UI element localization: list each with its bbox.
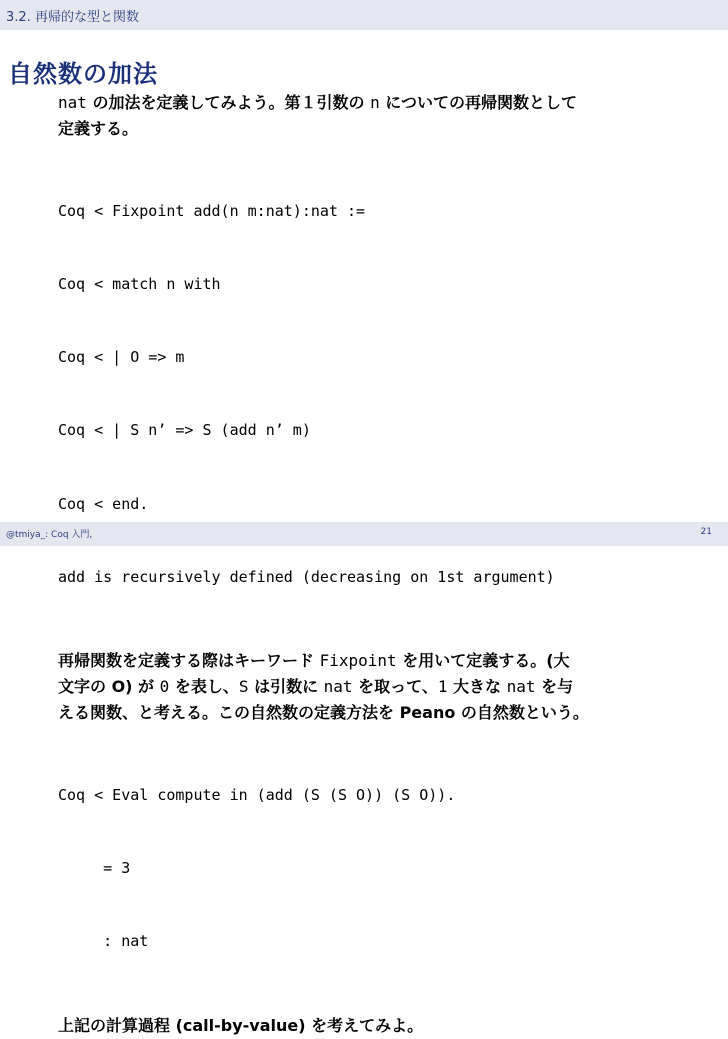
text: 定義する。 [58, 119, 139, 138]
inline-code: nat [323, 677, 353, 697]
code-block-fixpoint [58, 150, 698, 638]
code-line: Coq < end. [58, 494, 149, 513]
inline-code: S [238, 677, 249, 697]
code-line: = 3 [58, 859, 131, 878]
footer-bar [0, 522, 728, 546]
slide-content [58, 90, 698, 1039]
text: を与 [535, 677, 574, 697]
text: は引数に [248, 677, 324, 697]
intro-paragraph [58, 90, 698, 142]
text: を取って、 [352, 677, 438, 697]
header-bar [0, 0, 728, 30]
section-title: 3.2. 再帰的な型と関数 [6, 10, 139, 25]
frame-title: 自然数の加法 [8, 60, 158, 88]
code-line: Coq < match n with [58, 275, 221, 294]
text: 文字の O) が [58, 677, 160, 697]
code-block-eval [58, 734, 698, 1002]
inline-code: n [370, 93, 380, 112]
text: える関数、と考える。この自然数の定義方法を Peano の自然数という。 [58, 703, 589, 723]
explanation-paragraph [58, 648, 698, 726]
exercise-paragraph: 上記の計算過程 (call-by-value) を考えてみよ。 [58, 1015, 424, 1035]
text: を表し、 [169, 677, 239, 697]
code-line: Coq < | S n’ => S (add n’ m) [58, 421, 311, 440]
code-line: Coq < | O => m [58, 348, 185, 367]
inline-code: Fixpoint [319, 651, 397, 671]
inline-code: nat [58, 93, 87, 112]
footer-author-title: @tmiya_: Coq 入門, [6, 530, 93, 540]
text: を用いて定義する。(大 [396, 651, 570, 671]
inline-code: 1 [437, 677, 448, 697]
text: の加法を定義してみよう。第１引数の [86, 93, 371, 112]
inline-code: nat [506, 677, 536, 697]
code-line: : nat [58, 932, 149, 951]
code-line: Coq < Fixpoint add(n m:nat):nat := [58, 201, 366, 220]
text: 大きな [447, 677, 507, 697]
code-line: add is recursively defined (decreasing on 1st argument) [58, 567, 555, 586]
text: についての再帰関数として [379, 93, 577, 112]
text: 再帰関数を定義する際はキーワード [58, 651, 320, 671]
page-number: 21 [700, 527, 712, 537]
code-line: Coq < Eval compute in (add (S (S O)) (S O)). [58, 785, 456, 804]
inline-code: 0 [159, 677, 170, 697]
